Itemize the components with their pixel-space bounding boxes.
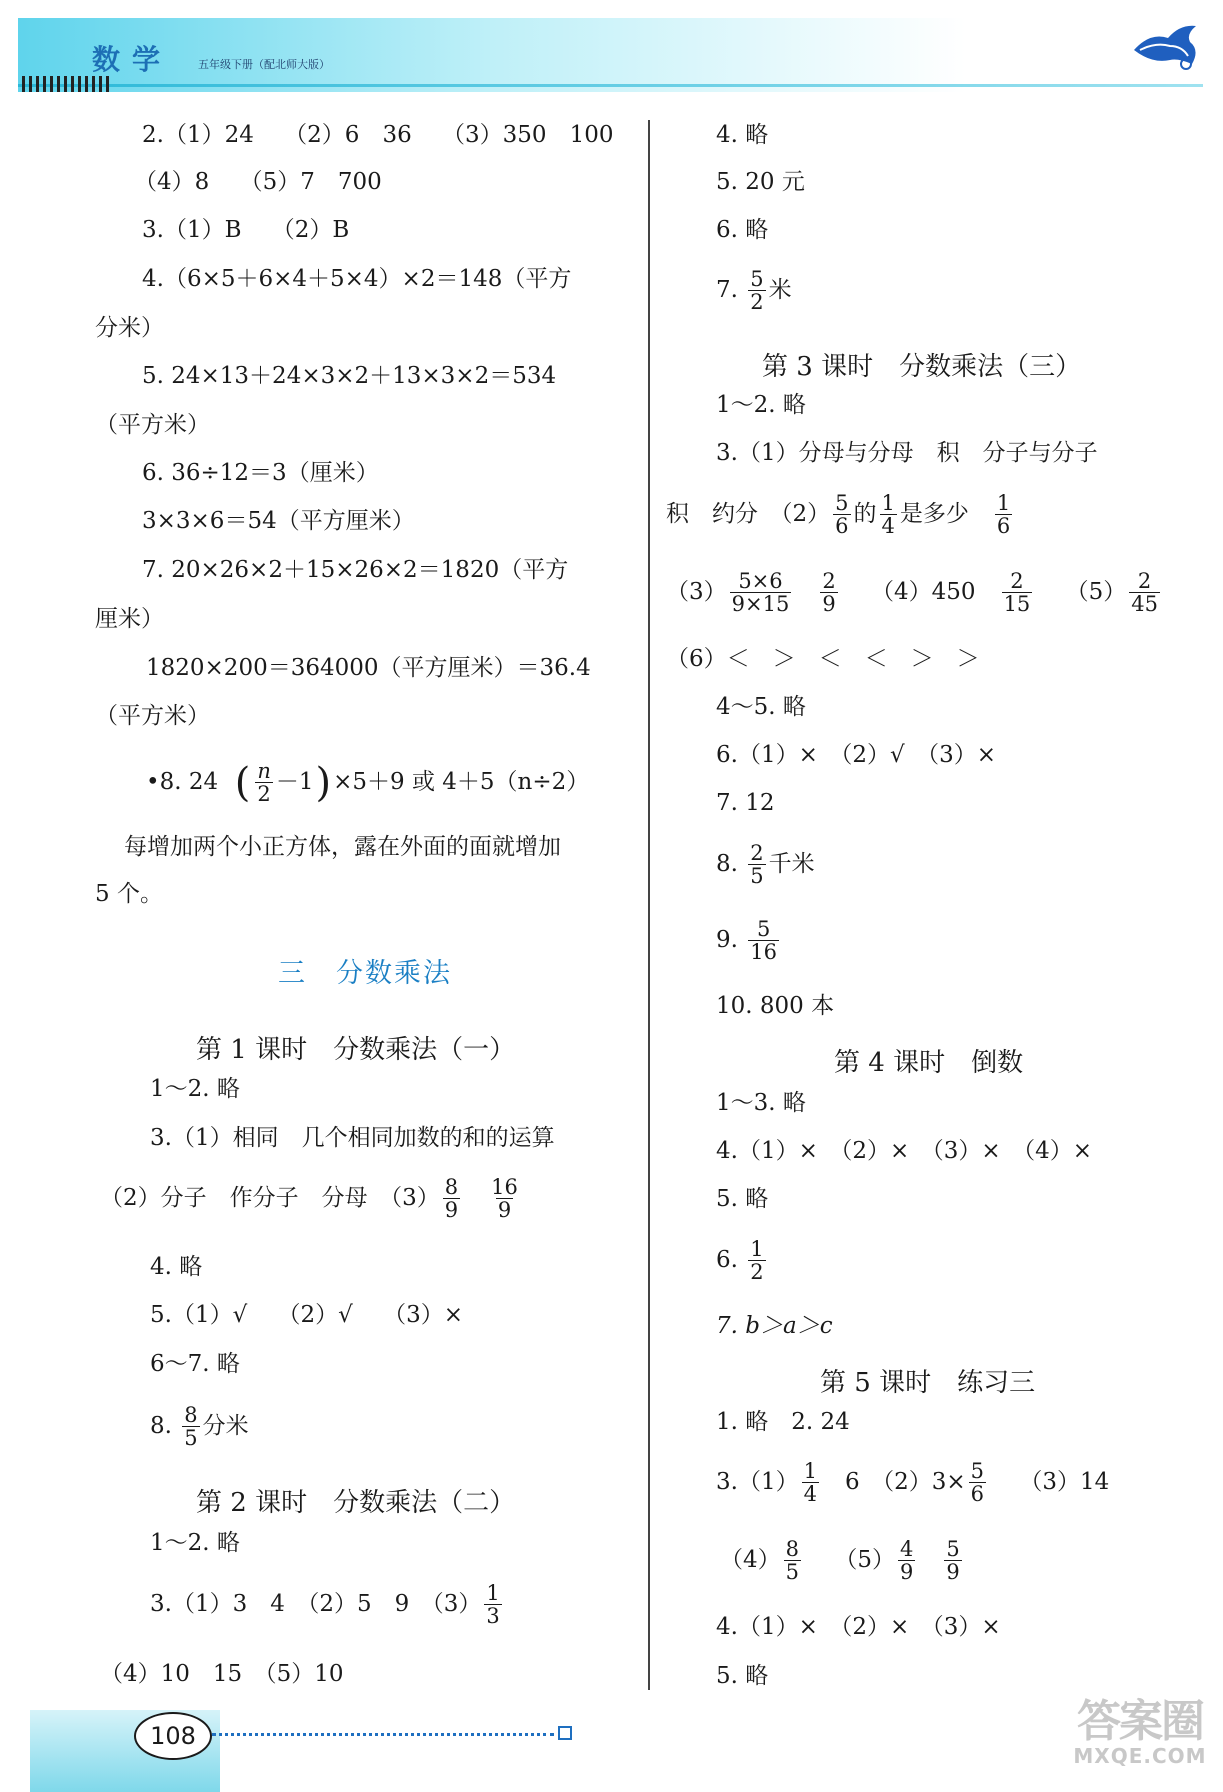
answer-line: 6. 略: [716, 217, 769, 243]
fraction: $\frac{2}{5}$: [750, 841, 764, 889]
answer-line: （4）10 15 （5）10: [100, 1661, 344, 1687]
answer-line: 1～3. 略: [716, 1090, 806, 1116]
answer-line: 3.（1） $\frac{1}{4}$ 6 （2）3× $\frac{5}{6}$ （3）14: [716, 1459, 1110, 1507]
footer-square-marker: [558, 1726, 572, 1740]
formula-line: •8. 24 ( $\frac{n}{2}$ －1 ) ×5＋9 或 4＋5（n÷2）: [146, 759, 590, 807]
answer-line: 7. 12: [716, 790, 775, 816]
fraction: $\frac{5}{6}$: [835, 491, 849, 539]
answer-line: 分米）: [95, 315, 164, 341]
answer-line: 5. 24×13＋24×3×2＋13×3×2＝534: [142, 363, 557, 389]
answer-line: 6. 36÷12＝3（厘米）: [142, 460, 379, 486]
answer-line: 1820×200＝364000（平方厘米）＝36.4: [146, 655, 591, 681]
watermark-line1: 答案圈: [1077, 1696, 1203, 1747]
answer-line: 10. 800 本: [716, 993, 835, 1019]
column-divider: [648, 120, 650, 1690]
answer-line: 4. 略: [716, 122, 769, 148]
answer-line: 8. $\frac{2}{5}$ 千米: [716, 841, 815, 889]
answer-line: （4）8 （5）7 700: [134, 169, 382, 195]
fraction: $\frac{1}{3}$: [486, 1581, 500, 1629]
answer-line: 4.（1）× （2）× （3）×: [716, 1614, 1001, 1640]
answer-line: （3） $\frac{5\times 6}{9\times 15}$ $\frac{2}{9}$ （4）450 $\frac{2}{15}$ （5） $\frac{2}{45}$: [666, 569, 1158, 617]
answer-line: （平方米）: [95, 412, 210, 438]
lesson-heading: 第 4 课时 倒数: [834, 1048, 1024, 1078]
fraction: $\frac{1}{6}$: [996, 491, 1011, 539]
answer-line: （6）＜ ＞ ＜ ＜ ＞ ＞: [666, 646, 980, 672]
answer-line: （平方米）: [95, 703, 210, 729]
subject-title: 数学: [92, 43, 173, 76]
answer-line: 6.（1）× （2）√ （3）×: [716, 742, 997, 768]
footer-dotted-line: [212, 1733, 554, 1736]
fraction: $\frac{5}{6}$: [970, 1459, 984, 1507]
answer-line: 5. 20 元: [716, 169, 805, 195]
answer-line: 1～2. 略: [150, 1530, 240, 1556]
header-band: [18, 18, 1203, 92]
answer-line: 积 约分 （2） $\frac{5}{6}$ 的 $\frac{1}{4}$ 是多少 $\frac{1}{6}$: [666, 491, 1011, 539]
answer-line: 5.（1）√ （2）√ （3）×: [150, 1302, 464, 1328]
fraction: $\frac{2}{45}$: [1131, 569, 1158, 617]
answer-line: 3.（1）分母与分母 积 分子与分子: [716, 440, 1098, 466]
page-number: 108: [134, 1712, 212, 1760]
fraction: $\frac{5}{2}$: [750, 267, 764, 315]
fraction: $\frac{8}{9}$: [444, 1175, 459, 1223]
header-underline: [18, 84, 1203, 87]
answer-line: 5. 略: [716, 1186, 769, 1212]
bird-logo-icon: [1130, 20, 1202, 76]
answer-line: 5. 略: [716, 1663, 769, 1689]
answer-line: 4～5. 略: [716, 694, 806, 720]
section-heading: 三 分数乘法: [278, 958, 452, 989]
fraction: $\frac{n}{2}$: [257, 759, 271, 807]
answer-line: 2.（1）24 （2）6 36 （3）350 100: [142, 122, 614, 148]
answer-line: 每增加两个小正方体，露在外面的面就增加: [124, 834, 561, 860]
answer-line: 6～7. 略: [150, 1351, 240, 1377]
fraction: $\frac{8}{5}$: [184, 1403, 198, 1451]
fraction: $\frac{1}{2}$: [750, 1237, 764, 1285]
answer-line: 4.（6×5＋6×4＋5×4）×2＝148（平方: [142, 266, 572, 292]
answer-line: （2）分子 作分子 分母 （3） $\frac{8}{9}$ $\frac{16}{9}$: [100, 1175, 518, 1223]
lesson-heading: 第 3 课时 分数乘法（三）: [762, 352, 1082, 382]
book-title: 五年级下册（配北师大版）: [198, 58, 330, 71]
fraction: $\frac{4}{9}$: [899, 1537, 914, 1585]
fraction: $\frac{1}{4}$: [881, 491, 895, 539]
fraction: $\frac{1}{4}$: [803, 1459, 817, 1507]
fraction: $\frac{5}{16}$: [750, 917, 777, 965]
fraction: $\frac{5}{9}$: [946, 1537, 960, 1585]
watermark-line2: MXQE.COM: [1073, 1744, 1207, 1768]
answer-line: 3.（1）3 4 （2）5 9 （3） $\frac{1}{3}$: [150, 1581, 500, 1629]
fraction: $\frac{2}{15}$: [1003, 569, 1031, 617]
answer-line: 3×3×6＝54（平方厘米）: [142, 508, 415, 534]
answer-line: 4. 略: [150, 1254, 203, 1280]
answer-line: 5 个。: [95, 881, 163, 907]
answer-line: 1～2. 略: [716, 392, 806, 418]
answer-line: 4.（1）× （2）× （3）× （4）×: [716, 1138, 1093, 1164]
answer-line: 7. b＞a＞c: [716, 1313, 833, 1339]
fraction: $\frac{2}{9}$: [822, 569, 836, 617]
answer-line: 9. $\frac{5}{16}$: [716, 917, 777, 965]
lesson-heading: 第 2 课时 分数乘法（二）: [196, 1488, 516, 1518]
lesson-heading: 第 1 课时 分数乘法（一）: [196, 1035, 516, 1065]
watermark-logo: [1060, 1696, 1220, 1788]
answer-line: 7. 20×26×2＋15×26×2＝1820（平方: [142, 557, 569, 583]
answer-line: 厘米）: [95, 606, 164, 632]
answer-line: （4） $\frac{8}{5}$ （5） $\frac{4}{9}$ $\frac{5}{9}$: [720, 1537, 960, 1585]
header-barcode-decoration: [22, 76, 109, 92]
answer-line: 8. $\frac{8}{5}$ 分米: [150, 1403, 249, 1451]
answer-line: 1～2. 略: [150, 1076, 240, 1102]
fraction: $\frac{16}{9}$: [491, 1175, 518, 1223]
answer-line: 6. $\frac{1}{2}$: [716, 1237, 764, 1285]
fraction: $\frac{8}{5}$: [785, 1537, 800, 1585]
answer-line: 7. $\frac{5}{2}$ 米: [716, 267, 792, 315]
answer-line: 1. 略 2. 24: [716, 1409, 850, 1435]
answer-line: 3.（1）相同 几个相同加数的和的运算: [150, 1125, 555, 1151]
fraction: $\frac{5\times 6}{9\times 15}$: [731, 569, 790, 617]
answer-line: 3.（1）B （2）B: [142, 217, 350, 243]
lesson-heading: 第 5 课时 练习三: [820, 1368, 1036, 1398]
